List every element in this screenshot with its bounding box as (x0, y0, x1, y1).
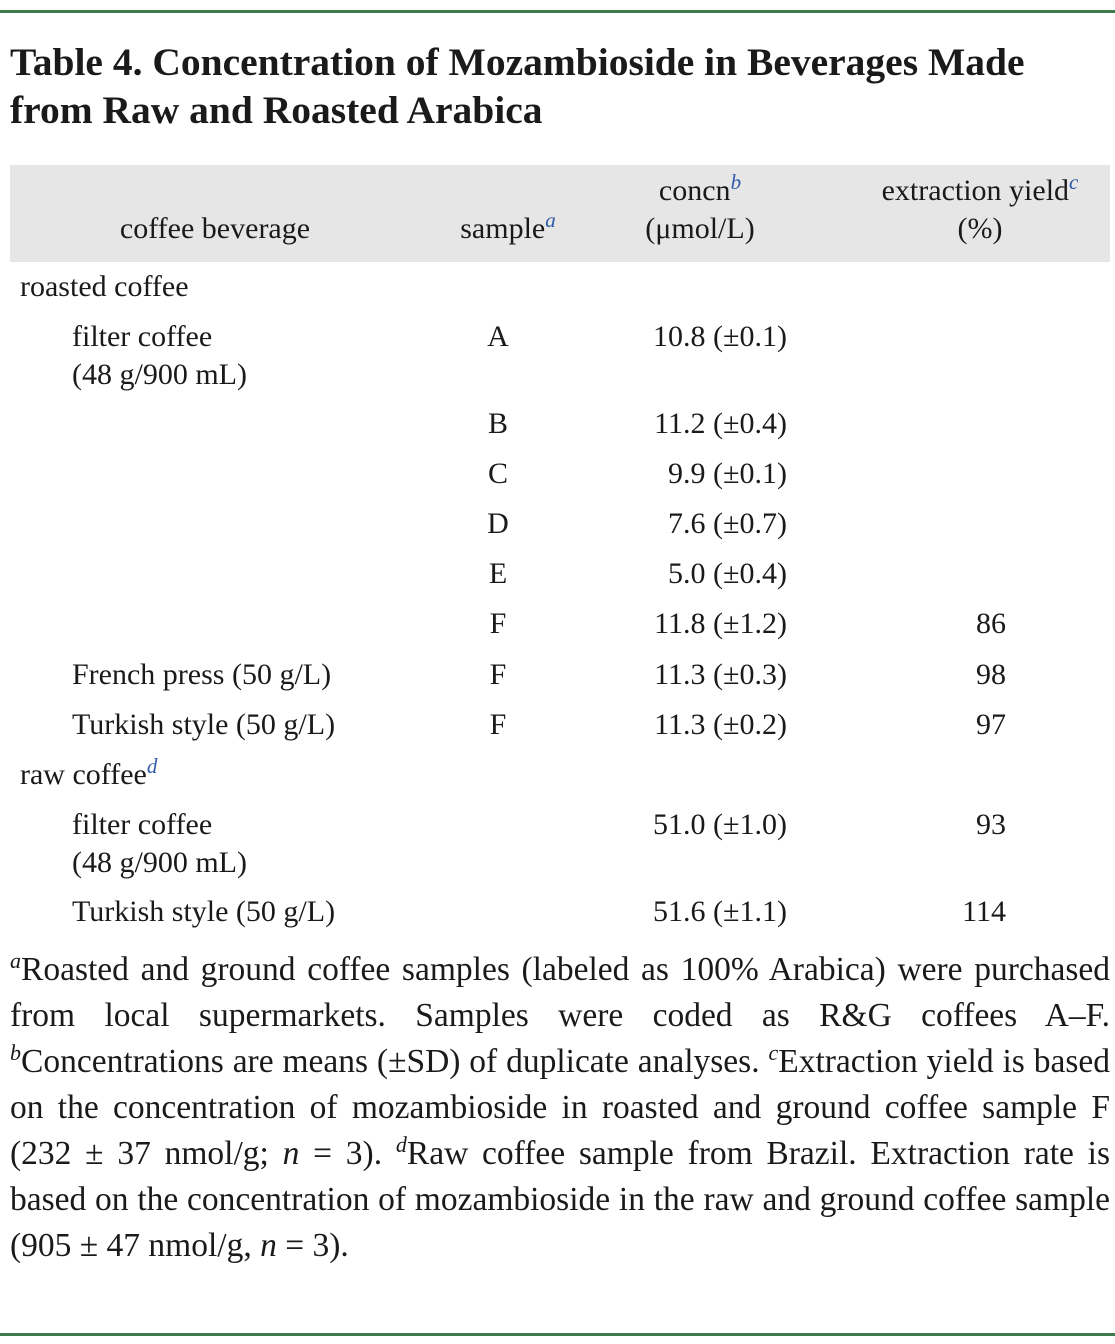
header-yield: extraction yield$^c$ (881, 170, 1079, 207)
footnote-ref-c: c (1069, 170, 1079, 194)
header-yield-unit: (%) (957, 212, 1003, 245)
row-5-yield: 86 (976, 607, 1006, 640)
footnote-ref-b: b (730, 170, 742, 194)
group-label-raw: raw coffee$^d$ (20, 754, 158, 791)
header-concn-unit: (μmol/L) (645, 212, 755, 245)
footnote-mark-c: c (768, 1039, 779, 1065)
row-8-beverage: filter coffee (72, 808, 213, 841)
footnote-ref-d: d (146, 754, 158, 778)
row-7-concn: 11.3 (±0.2) (654, 708, 787, 741)
row-9-beverage: Turkish style (50 g/L) (72, 895, 336, 928)
row-0-beverage-detail: (48 g/900 mL) (72, 358, 247, 391)
row-3-sample: D (487, 507, 509, 540)
header-sample: sample$^a$ (460, 208, 556, 245)
row-5-concn: 11.8 (±1.2) (654, 607, 787, 640)
row-3-concn: 7.6 (±0.7) (668, 507, 787, 540)
footnote-a: Roasted and ground coffee samples (labeled as 100% Arabica) were purchased from local supermarkets. Samples were coded as R&G coffees A–F. (10, 951, 1110, 1034)
header-beverage: coffee beverage (119, 212, 311, 245)
row-0-beverage: filter coffee (72, 320, 213, 353)
row-0-concn: 10.8 (±0.1) (653, 320, 787, 353)
row-8-beverage-detail: (48 g/900 mL) (72, 846, 247, 879)
row-8-concn: 51.0 (±1.0) (653, 808, 787, 841)
row-0-sample: A (487, 320, 509, 353)
row-6-yield: 98 (976, 658, 1006, 691)
bottom-rule (0, 1333, 1115, 1336)
row-7-yield: 97 (976, 708, 1006, 741)
footnote-c-n: n (282, 1135, 300, 1172)
footnote-c-end: = 3). (313, 1135, 383, 1172)
row-4-sample: E (488, 557, 508, 590)
group-label-roasted: roasted coffee (20, 270, 189, 303)
row-6-sample: F (489, 658, 507, 691)
table-footnotes (10, 947, 1110, 1269)
row-6-beverage: French press (50 g/L) (72, 658, 332, 691)
row-6-concn: 11.3 (±0.3) (654, 658, 787, 691)
row-9-concn: 51.6 (±1.1) (653, 895, 787, 928)
footnote-mark-d: d (395, 1131, 407, 1157)
footnote-ref-a: a (545, 208, 556, 232)
row-5-sample: F (489, 607, 507, 640)
footnote-mark-a: a (10, 947, 21, 973)
row-4-concn: 5.0 (±0.4) (668, 557, 787, 590)
row-8-yield: 93 (976, 808, 1006, 841)
footnote-d: Raw coffee sample from Brazil. Extraction rate is based on the concentration of mozambioside in the raw and ground coffee sample (905 ± 47 nmol/g, (10, 1135, 1111, 1264)
footnote-d-end: = 3). (285, 1227, 349, 1264)
table-header (10, 165, 1110, 262)
footnote-mark-b: b (10, 1039, 21, 1065)
row-7-sample: F (489, 708, 507, 741)
footnote-b: Concentrations are means (±SD) of duplicate analyses. (21, 1043, 760, 1080)
row-9-yield: 114 (962, 895, 1006, 928)
header-concn: concn$^b$ (658, 170, 742, 207)
row-2-sample: C (487, 457, 508, 490)
row-1-sample: B (487, 407, 508, 440)
row-2-concn: 9.9 (±0.1) (668, 457, 787, 490)
row-7-beverage: Turkish style (50 g/L) (72, 708, 336, 741)
footnote-c: Extraction yield is based on the concentration of mozambioside in roasted and ground coffee sample F (232 ± 37 nmol/g; (10, 1043, 1110, 1172)
footnote-d-n: n (260, 1227, 277, 1264)
top-rule (0, 10, 1115, 13)
table-title: Table 4. Concentration of Mozambioside in Beverages Made from Raw and Roasted Arabica (10, 40, 1025, 132)
row-1-concn: 11.2 (±0.4) (654, 407, 787, 440)
